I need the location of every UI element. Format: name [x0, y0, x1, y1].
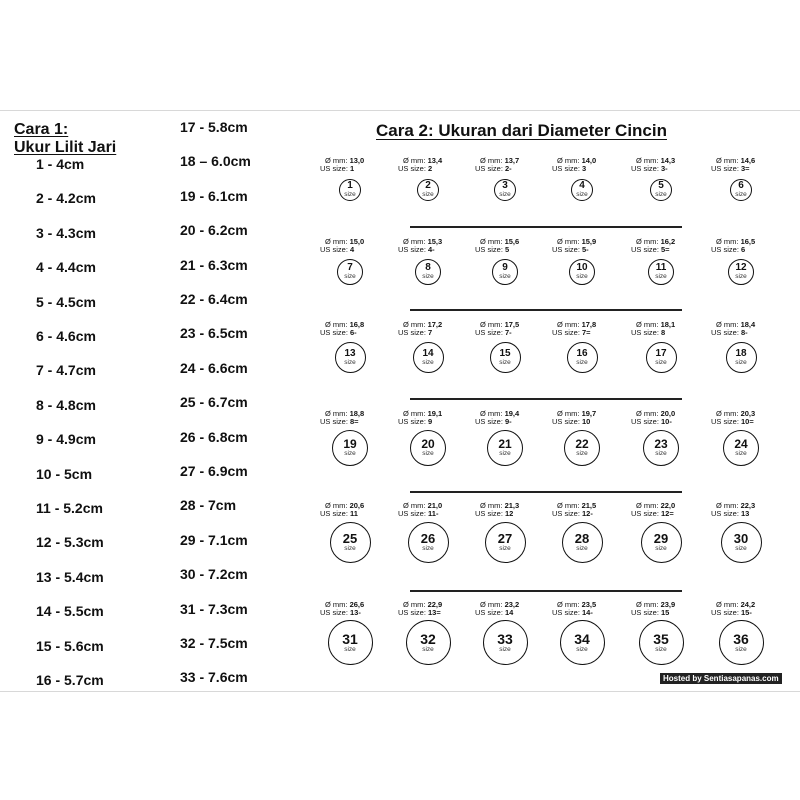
- ring-us-size: US size: 8: [631, 328, 666, 337]
- finger-size-entry: 19 - 6.1cm: [180, 187, 248, 204]
- ring-spec: [631, 321, 701, 337]
- ring-size-label: size: [344, 273, 356, 281]
- ring-spec: [631, 601, 701, 617]
- ring-size-label: size: [576, 450, 588, 458]
- ring-size-circle: [483, 620, 528, 665]
- finger-size-entry: 10 - 5cm: [36, 465, 93, 482]
- ring-us-size: US size: 8-: [711, 328, 748, 337]
- ring-us-size: US size: 2-: [475, 164, 512, 173]
- ring-size-label: size: [499, 450, 511, 458]
- ring-diameter-mm: Ø mm: 13,7: [480, 156, 520, 165]
- method2-title: Cara 2: Ukuran dari Diameter Cincin: [376, 121, 667, 140]
- ring-size-label: size: [655, 358, 667, 366]
- ring-size-label: size: [655, 191, 667, 199]
- ring-us-size: US size: 7: [398, 328, 433, 337]
- ring-size-label: size: [422, 450, 434, 458]
- ring-size-number: 31: [342, 630, 358, 647]
- finger-size-entry: 5 - 4.5cm: [36, 293, 96, 310]
- ring-size-label: size: [422, 545, 434, 553]
- ring-us-size: US size: 14-: [552, 608, 593, 617]
- ring-size-number: 32: [420, 630, 436, 647]
- ring-spec: [552, 238, 622, 254]
- ring-size-label: size: [735, 358, 747, 366]
- ring-diameter-mm: Ø mm: 15,3: [403, 237, 443, 246]
- ring-us-size: US size: 9: [398, 417, 433, 426]
- finger-size-entry: 22 - 6.4cm: [180, 291, 248, 307]
- finger-size-entry: 18 – 6.0cm: [180, 153, 251, 170]
- ring-size-circle: [726, 342, 757, 373]
- ring-size-number: 7: [347, 262, 353, 274]
- ring-diameter-mm: Ø mm: 23,9: [636, 600, 676, 609]
- ring-diameter-mm: Ø mm: 14,6: [716, 156, 756, 165]
- ring-spec: [398, 157, 468, 173]
- ring-size-number: 2: [425, 180, 431, 192]
- ring-diameter-mm: Ø mm: 24,2: [716, 600, 756, 609]
- method1-subtitle: Ukur Lilit Jari: [14, 139, 117, 156]
- ring-size-circle: [564, 430, 600, 466]
- ring-size-circle: [719, 620, 764, 665]
- ring-size-number: 23: [654, 437, 668, 452]
- ring-diameter-mm: Ø mm: 18,8: [325, 409, 365, 418]
- ring-size-circle: [650, 179, 672, 201]
- ring-spec: [398, 601, 468, 617]
- watermark: Hosted by Sentiasapanas.com: [660, 673, 782, 684]
- ring-us-size: US size: 3: [552, 164, 587, 173]
- ring-us-size: US size: 13: [711, 509, 750, 518]
- ring-size-label: size: [499, 545, 511, 553]
- ring-spec: [711, 238, 781, 254]
- ring-spec: [320, 502, 390, 518]
- ring-size-label: size: [499, 273, 511, 281]
- ring-size-label: size: [735, 273, 747, 281]
- ring-diameter-mm: Ø mm: 15,9: [557, 237, 597, 246]
- ring-diameter-mm: Ø mm: 16,5: [716, 237, 756, 246]
- ring-spec: [398, 502, 468, 518]
- ring-size-circle: [487, 430, 523, 466]
- ring-size-number: 14: [422, 347, 434, 359]
- finger-size-entry: 33 - 7.6cm: [180, 669, 248, 686]
- ring-size-number: 27: [497, 531, 513, 547]
- ring-size-number: 21: [498, 437, 512, 452]
- ring-diameter-mm: Ø mm: 22,0: [636, 501, 676, 510]
- finger-size-entry: 3 - 4.3cm: [36, 224, 96, 241]
- ring-spec: [320, 601, 390, 617]
- finger-size-entry: 6 - 4.6cm: [36, 328, 96, 344]
- ring-size-label: size: [344, 191, 356, 199]
- ring-diameter-mm: Ø mm: 20,6: [325, 501, 365, 510]
- ring-size-number: 15: [499, 347, 511, 359]
- ring-us-size: US size: 1: [320, 164, 355, 173]
- finger-size-entry: 16 - 5.7cm: [36, 672, 104, 688]
- ring-size-label: size: [576, 191, 588, 199]
- row-divider: [410, 309, 682, 311]
- ring-size-circle: [648, 259, 674, 285]
- finger-size-entry: 20 - 6.2cm: [180, 222, 248, 239]
- ring-spec: [320, 238, 390, 254]
- ring-size-number: 11: [655, 262, 667, 274]
- ring-size-label: size: [655, 450, 667, 458]
- ring-size-label: size: [735, 545, 747, 553]
- ring-size-number: 3: [502, 180, 508, 192]
- finger-size-entry: 29 - 7.1cm: [180, 531, 248, 548]
- ring-size-number: 8: [425, 262, 431, 274]
- ring-us-size: US size: 10=: [711, 417, 754, 426]
- ring-spec: [552, 410, 622, 426]
- ring-diameter-mm: Ø mm: 23,5: [557, 600, 597, 609]
- ring-spec: [711, 321, 781, 337]
- ring-diameter-mm: Ø mm: 14,0: [557, 156, 597, 165]
- ring-us-size: US size: 5: [475, 245, 510, 254]
- ring-us-size: US size: 14: [475, 608, 514, 617]
- ring-diameter-mm: Ø mm: 19,1: [403, 409, 443, 418]
- ring-us-size: US size: 13-: [320, 608, 361, 617]
- finger-size-entry: 1 - 4cm: [36, 156, 85, 172]
- ring-diameter-mm: Ø mm: 23,2: [480, 600, 520, 609]
- ring-spec: [631, 502, 701, 518]
- ring-us-size: US size: 9-: [475, 417, 512, 426]
- ring-us-size: US size: 15: [631, 608, 670, 617]
- finger-size-entry: 14 - 5.5cm: [36, 603, 104, 620]
- ring-size-circle: [641, 522, 682, 563]
- ring-us-size: US size: 3-: [631, 164, 668, 173]
- ring-size-number: 5: [658, 180, 664, 192]
- ring-us-size: US size: 10-: [631, 417, 672, 426]
- ring-size-circle: [646, 342, 677, 373]
- finger-size-entry: 9 - 4.9cm: [36, 431, 96, 448]
- ring-size-number: 18: [735, 347, 747, 359]
- ring-size-number: 29: [653, 531, 669, 547]
- ring-size-circle: [417, 179, 439, 201]
- ring-size-number: 6: [738, 180, 744, 192]
- ring-us-size: US size: 4-: [398, 245, 435, 254]
- ring-size-label: size: [735, 645, 747, 653]
- ring-spec: [475, 157, 545, 173]
- finger-size-entry: 4 - 4.4cm: [36, 259, 96, 276]
- ring-size-label: size: [576, 273, 588, 281]
- ring-diameter-mm: Ø mm: 20,3: [716, 409, 756, 418]
- ring-size-number: 4: [579, 180, 585, 192]
- ring-diameter-mm: Ø mm: 22,9: [403, 600, 443, 609]
- ring-us-size: US size: 8=: [320, 417, 359, 426]
- ring-size-circle: [492, 259, 518, 285]
- ring-us-size: US size: 11: [320, 509, 358, 518]
- ring-spec: [475, 238, 545, 254]
- ring-size-label: size: [576, 545, 588, 553]
- ring-size-label: size: [735, 450, 747, 458]
- finger-size-entry: 26 - 6.8cm: [180, 428, 248, 445]
- ring-diameter-mm: Ø mm: 21,5: [557, 501, 597, 510]
- ring-size-circle: [413, 342, 444, 373]
- ring-diameter-mm: Ø mm: 22,3: [716, 501, 756, 510]
- ring-size-circle: [567, 342, 598, 373]
- ring-size-number: 30: [733, 531, 749, 547]
- ring-spec: [631, 238, 701, 254]
- ring-diameter-mm: Ø mm: 18,1: [636, 320, 676, 329]
- ring-spec: [711, 410, 781, 426]
- ring-size-label: size: [576, 645, 588, 653]
- ring-size-number: 17: [655, 347, 667, 359]
- finger-size-entry: 11 - 5.2cm: [36, 500, 103, 516]
- ring-size-circle: [571, 179, 593, 201]
- ring-size-label: size: [499, 358, 511, 366]
- ring-size-label: size: [655, 545, 667, 553]
- ring-diameter-mm: Ø mm: 15,6: [480, 237, 520, 246]
- ring-size-number: 19: [343, 437, 357, 452]
- finger-size-entry: 24 - 6.6cm: [180, 359, 248, 376]
- method1-title: Cara 1:: [14, 121, 69, 138]
- ring-spec: [398, 238, 468, 254]
- finger-size-entry: 13 - 5.4cm: [36, 568, 104, 585]
- ring-size-number: 33: [497, 630, 513, 647]
- ring-size-circle: [730, 179, 752, 201]
- ring-size-number: 34: [574, 630, 590, 647]
- ring-us-size: US size: 6: [711, 245, 746, 254]
- ring-spec: [320, 410, 390, 426]
- ring-us-size: US size: 5=: [631, 245, 670, 254]
- ring-size-label: size: [422, 273, 434, 281]
- ring-size-number: 20: [421, 437, 435, 452]
- ring-size-number: 28: [574, 531, 590, 547]
- ring-size-number: 13: [344, 347, 356, 359]
- ring-size-number: 16: [576, 347, 588, 359]
- ring-size-circle: [415, 259, 441, 285]
- ring-us-size: US size: 12: [475, 509, 514, 518]
- ring-us-size: US size: 11-: [398, 509, 439, 518]
- ring-us-size: US size: 12=: [631, 509, 674, 518]
- ring-diameter-mm: Ø mm: 21,3: [480, 501, 520, 510]
- ring-diameter-mm: Ø mm: 21,0: [403, 501, 443, 510]
- ring-spec: [475, 321, 545, 337]
- ring-size-label: size: [655, 645, 667, 653]
- finger-size-entry: 7 - 4.7cm: [36, 362, 96, 379]
- ring-size-label: size: [422, 191, 434, 199]
- ring-diameter-mm: Ø mm: 16,2: [636, 237, 676, 246]
- ring-diameter-mm: Ø mm: 14,3: [636, 156, 676, 165]
- ring-size-circle: [339, 179, 361, 201]
- ring-us-size: US size: 15-: [711, 608, 752, 617]
- ring-us-size: US size: 2: [398, 164, 433, 173]
- ring-diameter-mm: Ø mm: 17,8: [557, 320, 597, 329]
- ring-spec: [320, 321, 390, 337]
- row-divider: [410, 398, 682, 400]
- finger-size-entry: 30 - 7.2cm: [180, 566, 248, 583]
- row-divider: [410, 226, 682, 228]
- ring-spec: [552, 601, 622, 617]
- ring-size-circle: [485, 522, 526, 563]
- ring-spec: [552, 321, 622, 337]
- ring-size-label: size: [655, 273, 667, 281]
- ring-size-label: size: [499, 191, 511, 199]
- ring-diameter-mm: Ø mm: 13,4: [403, 156, 443, 165]
- ring-size-number: 1: [347, 180, 353, 192]
- ring-us-size: US size: 6-: [320, 328, 357, 337]
- ring-size-circle: [494, 179, 516, 201]
- row-divider: [410, 491, 682, 493]
- ring-spec: [320, 157, 390, 173]
- ring-us-size: US size: 12-: [552, 509, 593, 518]
- ring-diameter-mm: Ø mm: 19,4: [480, 409, 520, 418]
- ring-size-label: size: [735, 191, 747, 199]
- ring-us-size: US size: 13=: [398, 608, 441, 617]
- ring-size-circle: [408, 522, 449, 563]
- ring-size-circle: [569, 259, 595, 285]
- ring-size-circle: [723, 430, 759, 466]
- finger-size-entry: 17 - 5.8cm: [180, 119, 248, 135]
- ring-spec: [711, 601, 781, 617]
- ring-us-size: US size: 10: [552, 417, 591, 426]
- ring-size-number: 36: [733, 630, 749, 647]
- ring-spec: [552, 502, 622, 518]
- finger-size-entry: 21 - 6.3cm: [180, 256, 248, 273]
- finger-size-entry: 23 - 6.5cm: [180, 325, 248, 342]
- finger-size-entry: 8 - 4.8cm: [36, 396, 96, 413]
- finger-size-entry: 15 - 5.6cm: [36, 637, 104, 654]
- ring-diameter-mm: Ø mm: 18,4: [716, 320, 756, 329]
- ring-size-number: 9: [502, 262, 508, 274]
- ring-size-circle: [639, 620, 684, 665]
- ring-size-number: 25: [342, 531, 358, 547]
- ring-diameter-mm: Ø mm: 26,6: [325, 600, 365, 609]
- ring-spec: [398, 410, 468, 426]
- ring-size-label: size: [344, 358, 356, 366]
- ring-size-circle: [406, 620, 451, 665]
- ring-us-size: US size: 3=: [711, 164, 750, 173]
- finger-size-entry: 28 - 7cm: [180, 497, 237, 514]
- ring-us-size: US size: 7=: [552, 328, 591, 337]
- ring-size-circle: [490, 342, 521, 373]
- ring-size-label: size: [576, 358, 588, 366]
- ring-spec: [711, 157, 781, 173]
- finger-size-entry: 2 - 4.2cm: [36, 190, 96, 207]
- ring-diameter-mm: Ø mm: 17,5: [480, 320, 520, 329]
- ring-size-circle: [560, 620, 605, 665]
- ring-spec: [631, 410, 701, 426]
- ring-spec: [475, 502, 545, 518]
- ring-size-label: size: [499, 645, 511, 653]
- ring-size-circle: [328, 620, 373, 665]
- ring-size-number: 24: [734, 437, 748, 452]
- ring-spec: [398, 321, 468, 337]
- ring-us-size: US size: 4: [320, 245, 355, 254]
- finger-size-entry: 31 - 7.3cm: [180, 600, 248, 617]
- finger-size-entry: 25 - 6.7cm: [180, 394, 248, 411]
- ring-size-number: 22: [575, 437, 589, 452]
- ring-size-circle: [721, 522, 762, 563]
- ring-spec: [475, 410, 545, 426]
- ring-size-label: size: [344, 545, 356, 553]
- ring-size-circle: [330, 522, 371, 563]
- ring-spec: [552, 157, 622, 173]
- ring-size-number: 26: [420, 531, 436, 547]
- ring-size-number: 35: [653, 630, 669, 647]
- ring-us-size: US size: 7-: [475, 328, 512, 337]
- ring-size-circle: [332, 430, 368, 466]
- ring-size-label: size: [422, 358, 434, 366]
- ring-diameter-mm: Ø mm: 19,7: [557, 409, 597, 418]
- ring-diameter-mm: Ø mm: 16,8: [325, 320, 365, 329]
- ring-size-label: size: [422, 645, 434, 653]
- finger-size-entry: 12 - 5.3cm: [36, 534, 104, 551]
- ring-size-circle: [335, 342, 366, 373]
- row-divider: [410, 590, 682, 592]
- ring-size-circle: [410, 430, 446, 466]
- ring-size-number: 10: [576, 262, 588, 274]
- ring-size-label: size: [344, 450, 356, 458]
- ring-size-circle: [562, 522, 603, 563]
- ring-size-circle: [337, 259, 363, 285]
- ring-us-size: US size: 5-: [552, 245, 589, 254]
- ring-diameter-mm: Ø mm: 13,0: [325, 156, 365, 165]
- ring-spec: [631, 157, 701, 173]
- ring-spec: [475, 601, 545, 617]
- finger-size-entry: 27 - 6.9cm: [180, 463, 248, 479]
- ring-size-label: size: [344, 645, 356, 653]
- ring-diameter-mm: Ø mm: 15,0: [325, 237, 365, 246]
- ring-diameter-mm: Ø mm: 17,2: [403, 320, 443, 329]
- ring-size-number: 12: [735, 262, 747, 274]
- ring-spec: [711, 502, 781, 518]
- ring-diameter-mm: Ø mm: 20,0: [636, 409, 676, 418]
- ring-size-circle: [728, 259, 754, 285]
- ring-size-circle: [643, 430, 679, 466]
- finger-size-entry: 32 - 7.5cm: [180, 635, 248, 651]
